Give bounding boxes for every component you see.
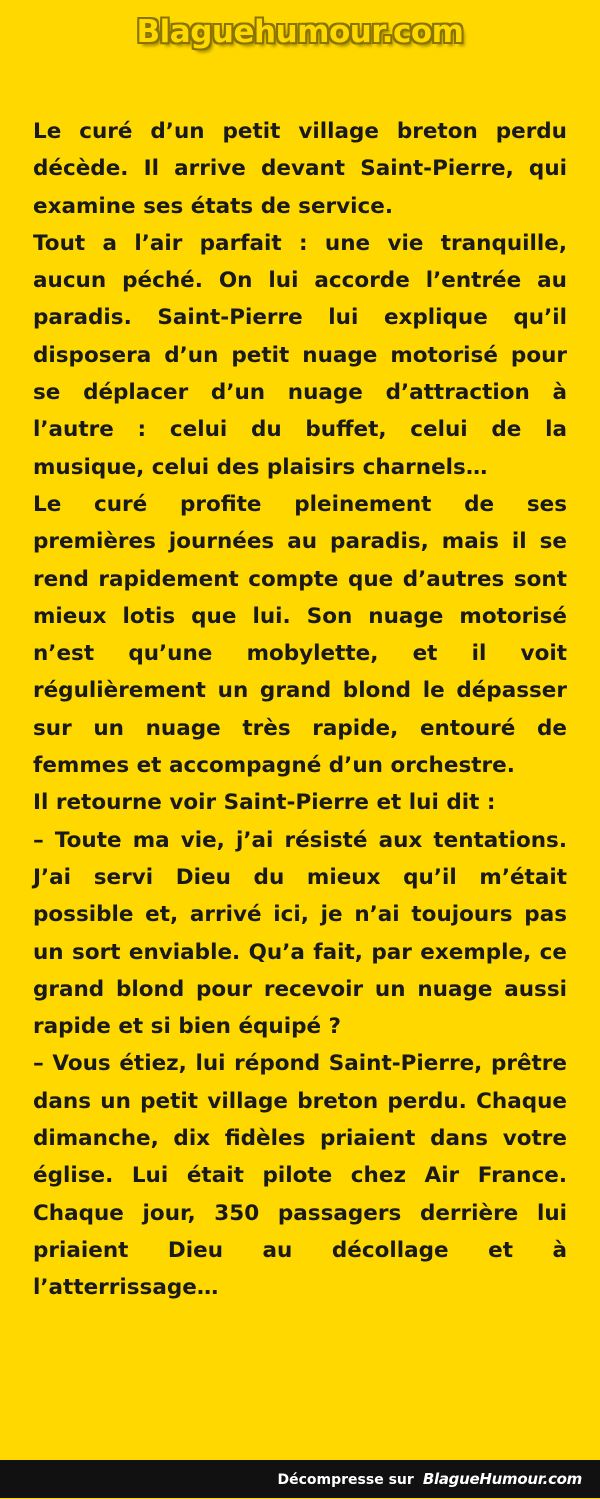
joke-text: [33, 113, 567, 1307]
paragraph: – Toute ma vie, j’ai résisté aux tentations. J’ai servi Dieu du mieux qu’il m’était possible et, arrivé ici, je n’ai toujours pas un sort enviable. Qu’a fait, par exemple, ce grand blond pour recevoir un nuage aussi rapide et si bien équipé ?: [33, 827, 567, 1040]
footer-promo[interactable]: [278, 1460, 583, 1498]
paragraph: – Vous étiez, lui répond Saint-Pierre, prêtre dans un petit village breton perdu. Chaque dimanche, dix fidèles priaient dans votre église. Lui était pilote chez Air France. Chaque jour, 350 passagers derrière lui priaient Dieu au décollage et à l’atterrissage…: [33, 1051, 567, 1301]
site-logo[interactable]: Blaguehumour.com: [136, 14, 464, 50]
footer-text: Décompresse sur: [277, 1472, 414, 1488]
footer-logo[interactable]: BlagueHumour.com: [422, 1470, 582, 1488]
paragraph: Il retourne voir Saint-Pierre et lui dit :: [33, 790, 496, 816]
paragraph: Le curé d’un petit village breton perdu décède. Il arrive devant Saint-Pierre, qui examine ses états de service.: [33, 119, 567, 219]
paragraph: Tout a l’air parfait : une vie tranquille, aucun péché. On lui accorde l’entrée au paradis. Saint-Pierre lui explique qu’il disposera d’un petit nuage motorisé pour se déplacer d’un nuage d’attraction à l’autre : celui du buffet, celui de la musique, celui des plaisirs charnels…: [33, 230, 567, 480]
footer-bar: [0, 1460, 600, 1498]
paragraph: Le curé profite pleinement de ses premières journées au paradis, mais il se rend rapidement compte que d’autres sont mieux lotis que lui. Son nuage motorisé n’est qu’une mobylette, et il voit régulièrement un grand blond le dépasser sur un nuage très rapide, entouré de femmes et accompagné d’un orchestre.: [33, 491, 567, 779]
